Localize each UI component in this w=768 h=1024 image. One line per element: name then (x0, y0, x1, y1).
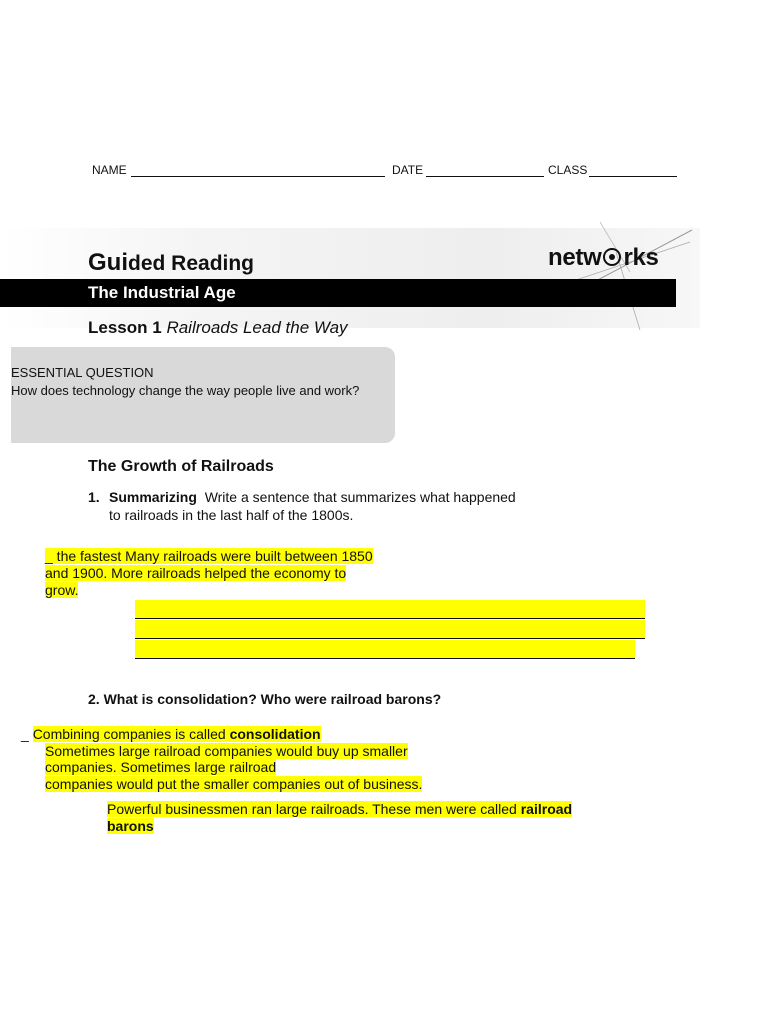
answer-2-line-2: Sometimes large railroad companies would buy up smaller (45, 742, 408, 759)
title-rest: ded Reading (128, 252, 255, 275)
writing-line[interactable] (135, 640, 635, 659)
answer-2-line-4: companies would put the smaller companies out of business. (45, 775, 423, 792)
lesson-title: Railroads Lead the Way (166, 318, 348, 337)
answer-1[interactable] (45, 548, 373, 599)
question-1 (88, 488, 568, 524)
unit-title: The Industrial Age (88, 283, 236, 302)
section-heading: The Growth of Railroads (88, 458, 274, 475)
answer-1-writing-lines[interactable] (135, 600, 645, 660)
essential-question-text: How does technology change the way people live and work? (11, 383, 360, 398)
answer-2[interactable] (21, 726, 422, 792)
networks-logo (548, 244, 659, 272)
lesson-heading (88, 318, 348, 338)
logo-text-b: rks (623, 244, 659, 271)
question-skill: Summarizing (109, 489, 197, 505)
title-bold-part: Gui (88, 249, 128, 276)
question-2: 2. What is consolidation? Who were railroad barons? (88, 691, 442, 707)
answer-2-line-5: Powerful businessmen ran large railroads. These men were called (107, 801, 521, 817)
decorative-lines-icon (540, 222, 700, 332)
question-number: 1. (88, 489, 100, 505)
class-label: CLASS (548, 163, 588, 177)
writing-line[interactable] (135, 620, 645, 639)
question-prompt-continued: to railroads in the last half of the 1800s. (109, 507, 354, 523)
date-label: DATE (392, 163, 424, 177)
answer-1-line-1: _ the fastest Many railroads were built between 1850 (45, 548, 373, 564)
answer-2-line-6: barons (107, 818, 154, 834)
answer-2-line-1: Combining companies is called (32, 726, 230, 742)
answer-prefix: _ (21, 726, 29, 742)
class-field[interactable] (589, 164, 677, 177)
logo-text-a: netw (548, 244, 602, 271)
name-field[interactable] (131, 164, 385, 177)
answer-2-line-3: companies. Sometimes large railroad (45, 759, 277, 775)
answer-1-line-3: grow. (45, 582, 79, 598)
writing-line[interactable] (135, 600, 645, 619)
name-label: NAME (92, 163, 127, 177)
answer-1-line-2: and 1900. More railroads helped the economy to (45, 565, 347, 581)
question-prompt: Write a sentence that summarizes what happened (204, 489, 516, 505)
gear-o-icon (602, 247, 622, 267)
answer-2-continued[interactable] (107, 801, 627, 835)
answer-2-keyword: consolidation (229, 726, 321, 742)
date-field[interactable] (426, 164, 544, 177)
answer-2-keyword-2: railroad (520, 801, 573, 817)
lesson-label: Lesson 1 (88, 318, 162, 337)
page-title (88, 249, 254, 277)
essential-question-heading: ESSENTIAL QUESTION (11, 365, 154, 380)
